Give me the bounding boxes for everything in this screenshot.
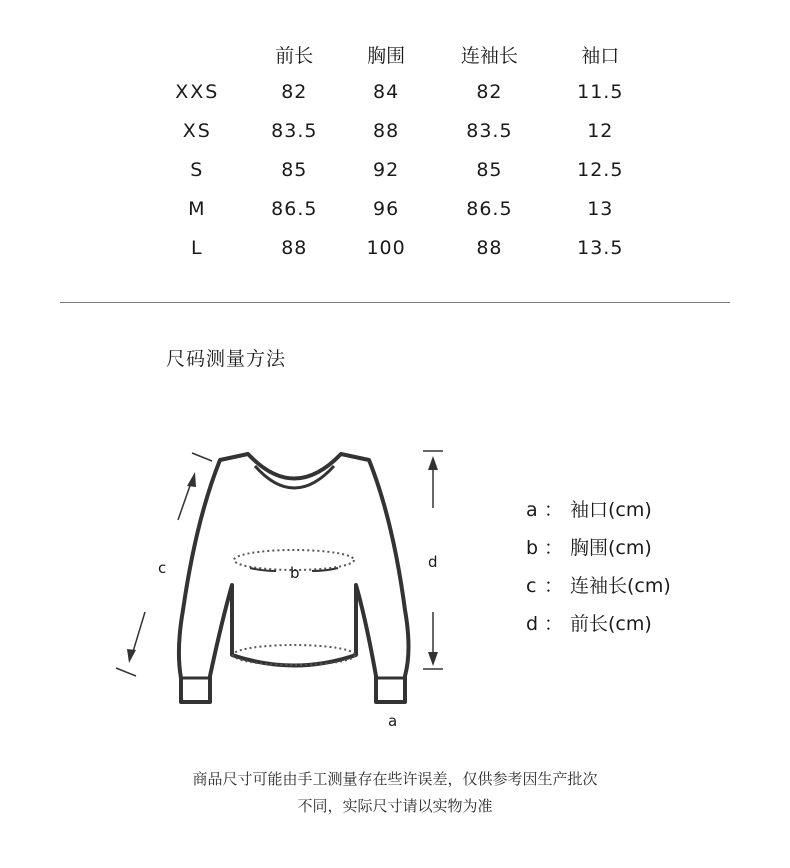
table-cell: 96	[373, 197, 400, 220]
size-label: S	[190, 158, 205, 181]
label-c: c	[158, 559, 167, 577]
table-cell: 84	[373, 80, 400, 103]
legend-colon: ：	[544, 575, 564, 597]
table-cell: 88	[373, 119, 400, 142]
legend-colon: ：	[544, 537, 564, 559]
table-cell: 86.5	[466, 197, 513, 220]
sleeve-arrowhead-up	[187, 472, 196, 487]
table-header-cell: 连袖长	[460, 44, 518, 67]
sleeve-tick-top	[192, 453, 212, 461]
table-header-cell: 胸围	[367, 44, 406, 67]
table-cell: 83.5	[271, 119, 318, 142]
table-cell: 12.5	[577, 158, 624, 181]
legend-key: c	[526, 575, 537, 597]
table-cell: 13.5	[577, 236, 624, 259]
label-d: d	[428, 553, 438, 571]
legend-item	[526, 494, 671, 532]
sleeve-arrow-lower	[132, 612, 145, 655]
label-a: a	[388, 712, 398, 730]
length-arrowhead-down	[428, 652, 438, 666]
legend-key: d	[526, 613, 539, 635]
measurement-legend	[526, 494, 671, 646]
disclaimer-line-2: 不同，实际尺寸请以实物为准	[297, 797, 493, 815]
disclaimer-line-1: 商品尺寸可能由手工测量存在些许误差，仅供参考因生产批次	[192, 770, 598, 788]
table-cell: 82	[476, 80, 503, 103]
legend-key: a	[526, 499, 538, 521]
legend-text: 前长(cm)	[570, 613, 652, 635]
legend-key: b	[526, 537, 539, 559]
section-title: 尺码测量方法	[166, 348, 287, 370]
legend-text: 胸围(cm)	[570, 537, 652, 559]
legend-item	[526, 608, 671, 646]
label-b: b	[290, 564, 300, 582]
size-label: M	[188, 197, 207, 220]
sleeve-tick-bottom	[116, 668, 136, 676]
table-cell: 13	[587, 197, 614, 220]
legend-item	[526, 570, 671, 608]
size-label: XXS	[175, 80, 220, 103]
legend-colon: ：	[544, 613, 564, 635]
table-cell: 88	[476, 236, 503, 259]
table-cell: 82	[281, 80, 308, 103]
table-cell: 12	[587, 119, 614, 142]
table-cell: 92	[373, 158, 400, 181]
table-cell: 86.5	[271, 197, 318, 220]
table-cell: 88	[281, 236, 308, 259]
chest-arrow-left	[250, 568, 276, 571]
legend-colon: ：	[544, 499, 564, 521]
table-header-cell: 袖口	[581, 44, 620, 67]
table-header-cell: 前长	[275, 44, 314, 67]
size-label: XS	[182, 119, 212, 142]
legend-item	[526, 532, 671, 570]
table-cell: 85	[476, 158, 503, 181]
hem-ellipse	[233, 645, 355, 665]
length-arrowhead-up	[428, 456, 438, 470]
legend-text: 袖口(cm)	[570, 499, 652, 521]
legend-text: 连袖长(cm)	[570, 575, 671, 597]
table-cell: 11.5	[577, 80, 624, 103]
table-cell: 100	[366, 236, 406, 259]
sleeve-arrowhead-down	[127, 649, 136, 663]
size-label: L	[191, 236, 204, 259]
table-cell: 83.5	[466, 119, 513, 142]
table-cell: 85	[281, 158, 308, 181]
